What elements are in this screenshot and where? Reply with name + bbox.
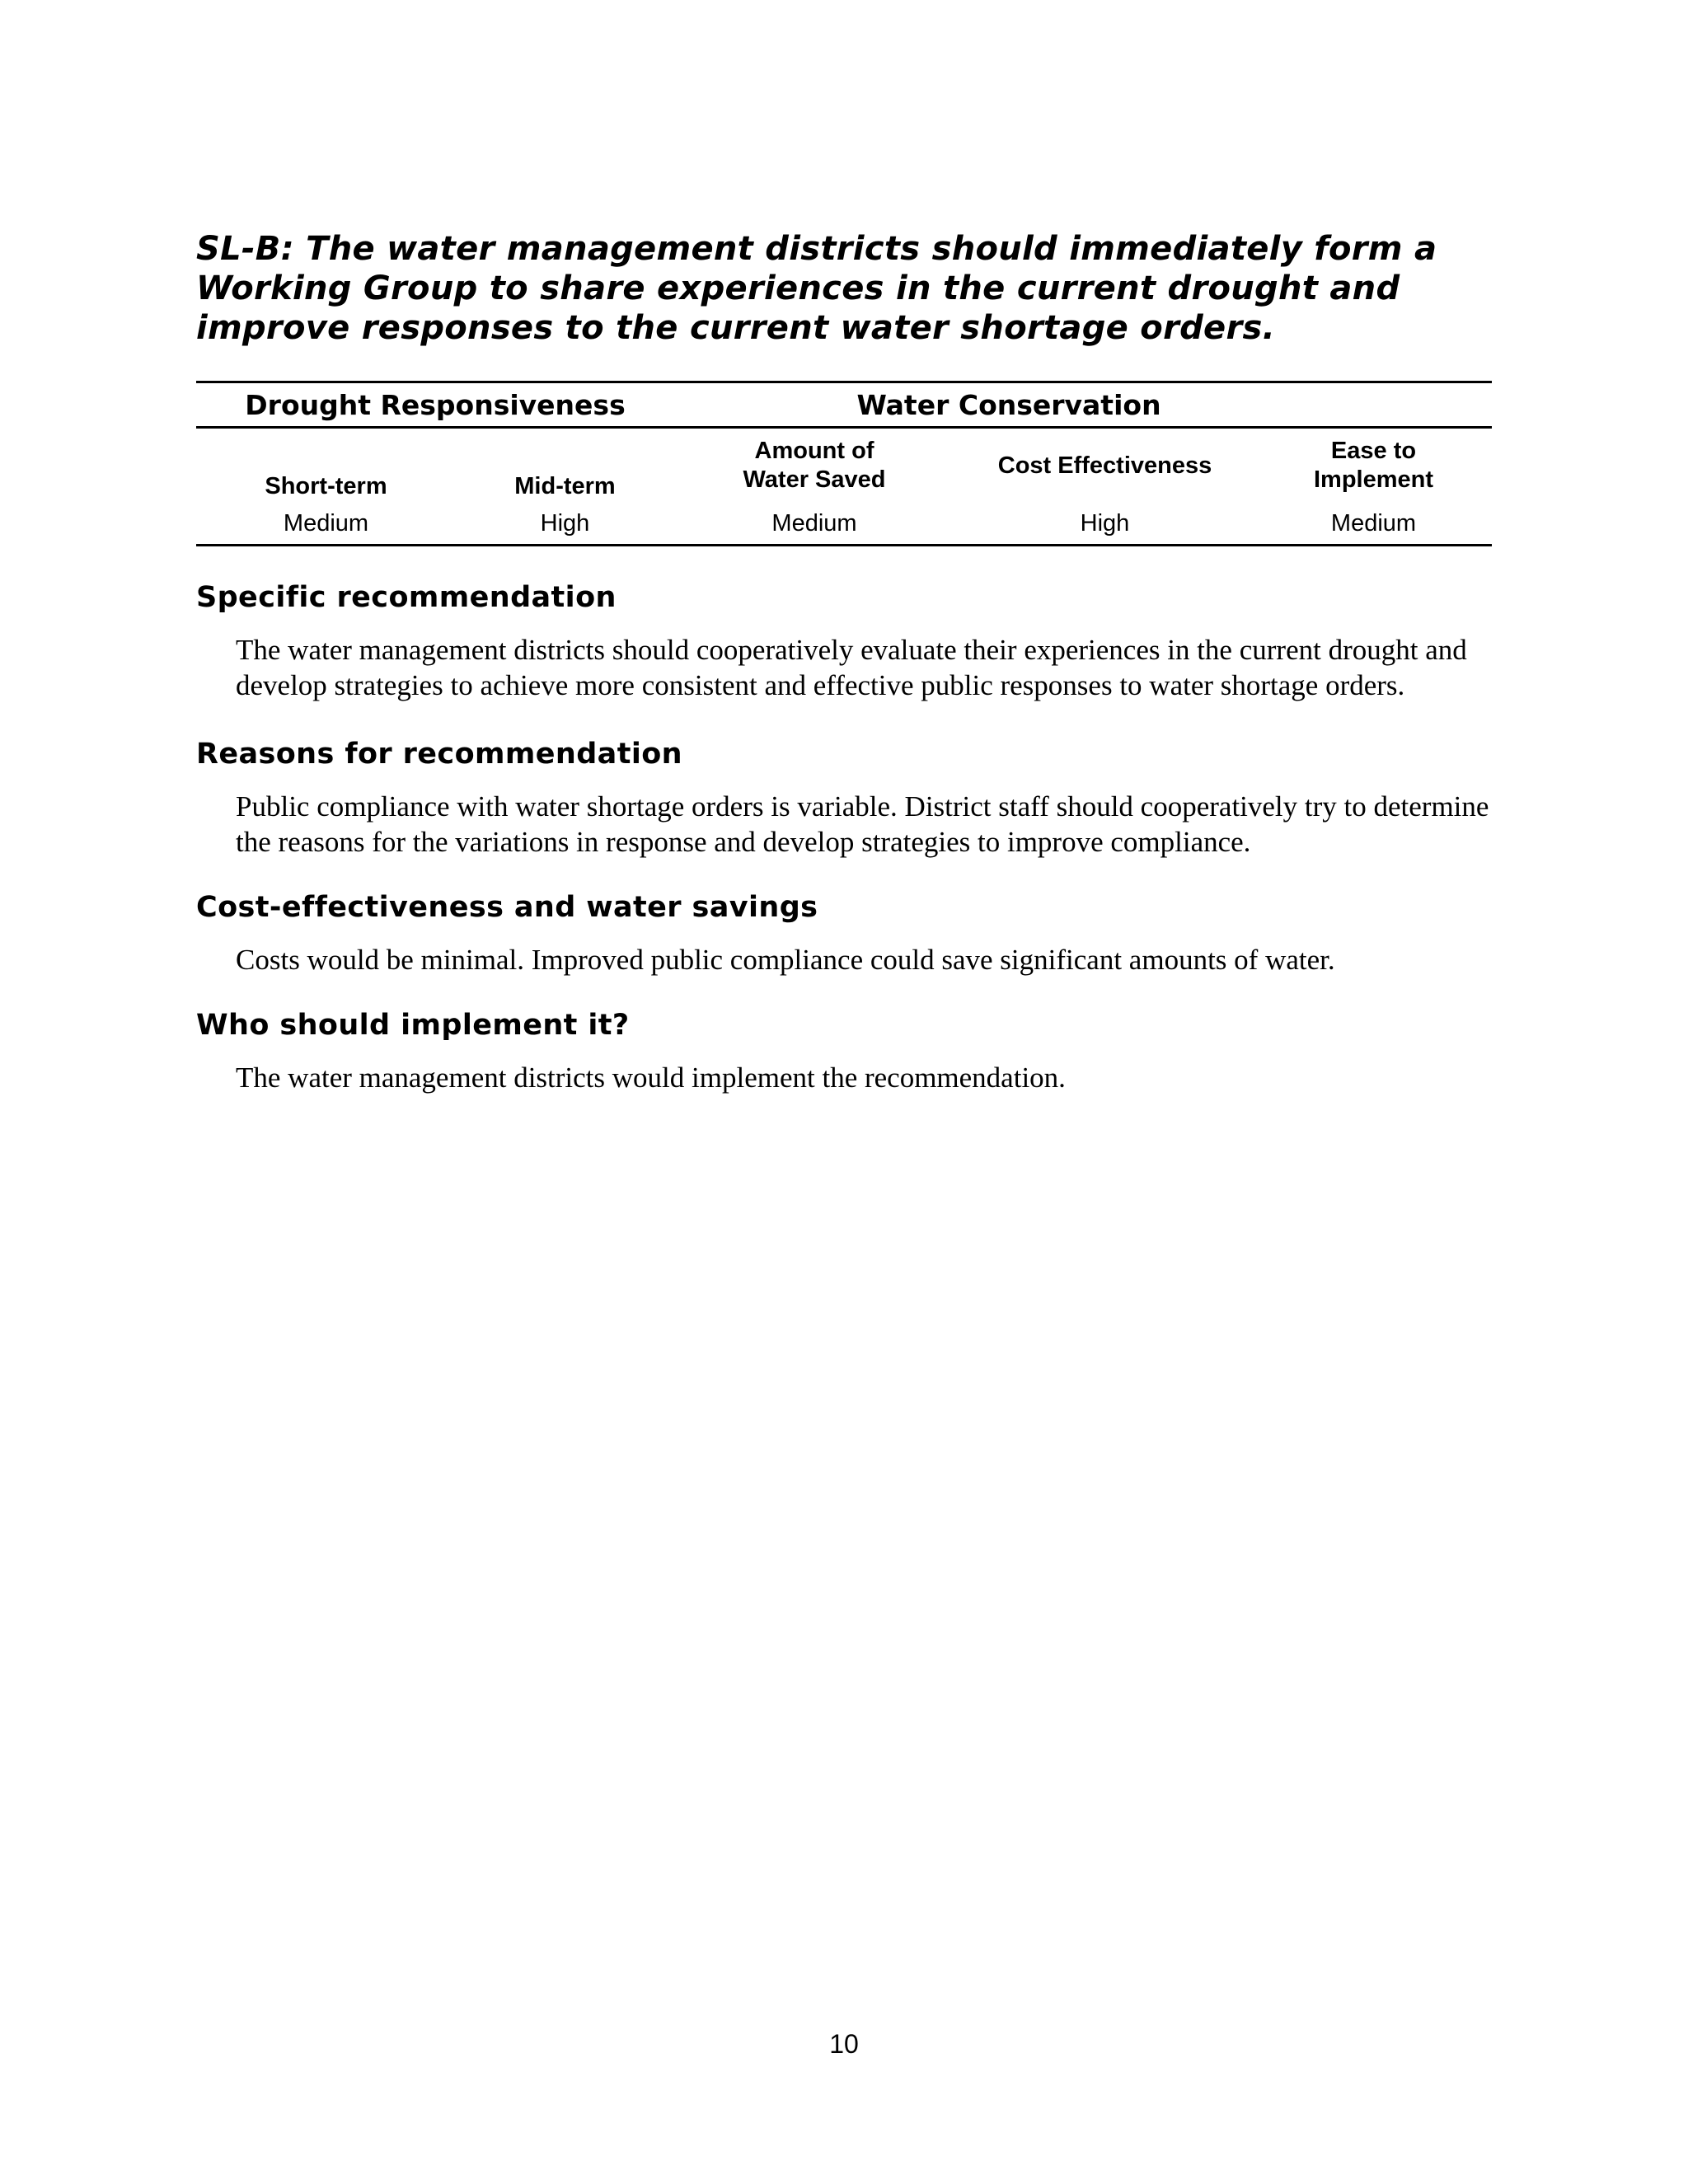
rating-value-ease-to-implement: Medium [1330,509,1417,537]
column-header-mid-term: Mid-term [514,473,616,499]
section-heading-specific-recommendation: Specific recommendation [196,581,617,614]
rating-column-cost-effectiveness [954,429,1255,544]
column-header-amount-water-saved: Amount of Water Saved [743,438,886,493]
rating-columns [196,429,1492,544]
column-header-cost-effectiveness: Cost Effectiveness [997,452,1212,479]
rating-value-short-term: Medium [283,509,369,537]
group-header-water-conservation: Water Conservation [856,388,1161,421]
document-page [196,229,1492,1095]
recommendation-title: SL-B: The water management districts should immediately form a Working Group to share experiences in the current drought and improve responses to the current water shortage orders. [196,230,1437,347]
rating-value-mid-term: High [540,509,590,537]
rating-group-header-row [196,383,1492,429]
rating-column-amount-water-saved [674,429,954,544]
section-body-reasons: Public compliance with water shortage orders is variable. District staff should cooperatively try to determine the reasons for the variations in response and develop strategies to improve compliance. [236,790,1489,858]
rating-value-cost-effectiveness: High [1080,509,1130,537]
section-heading-reasons: Reasons for recommendation [196,738,682,771]
section-body-cost-effectiveness: Costs would be minimal. Improved public compliance could save significant amounts of water. [236,944,1335,976]
column-header-ease-to-implement: Ease to Implement [1313,438,1434,493]
rating-column-mid-term [456,429,674,544]
page-number: 10 [829,2029,859,2059]
group-header-drought-responsiveness: Drought Responsiveness [245,388,626,421]
column-header-short-term: Short-term [265,473,387,499]
rating-table [196,381,1492,546]
section-body-who-implements: The water management districts would implement the recommendation. [236,1062,1066,1094]
section-heading-cost-effectiveness: Cost-effectiveness and water savings [196,891,818,924]
section-body-specific-recommendation: The water management districts should cooperatively evaluate their experiences in the current drought and develop strategies to achieve more consistent and effective public responses to water shortage orders. [236,634,1467,701]
rating-column-short-term [196,429,456,544]
rating-value-amount-water-saved: Medium [771,509,857,537]
section-heading-who-implements: Who should implement it? [196,1009,630,1042]
rating-column-ease-to-implement [1255,429,1492,544]
